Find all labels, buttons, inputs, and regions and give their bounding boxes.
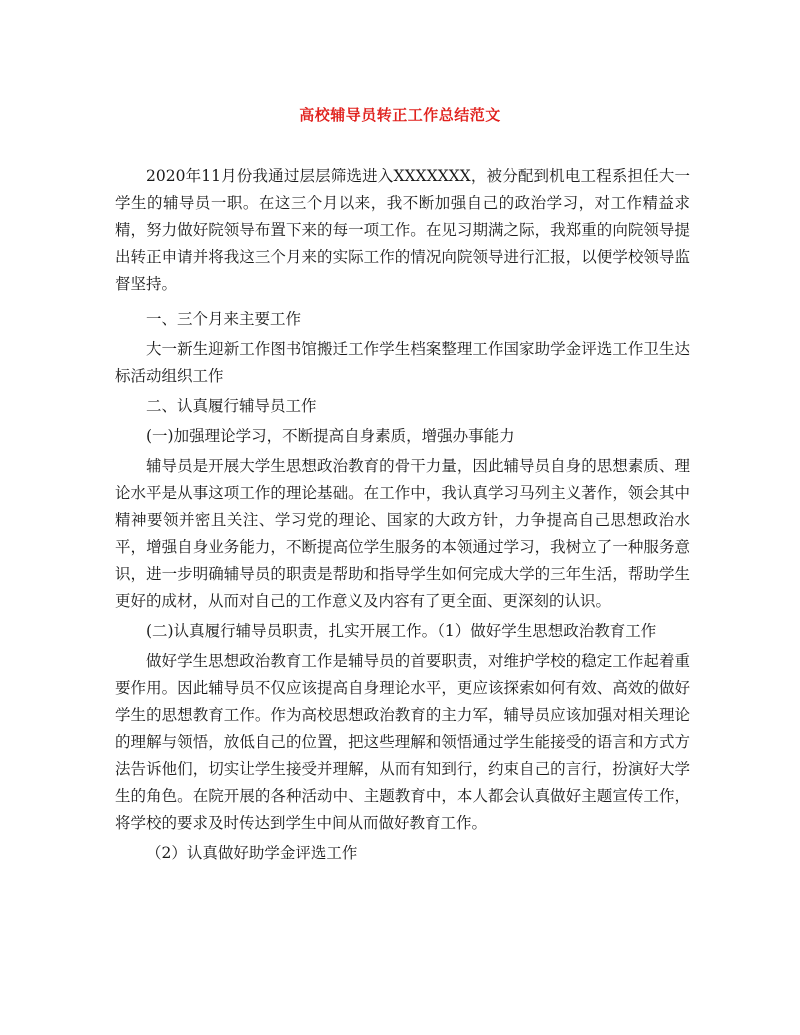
paragraph-political-education: 做好学生思想政治教育工作是辅导员的首要职责，对维护学校的稳定工作起着重要作用。因此辅导员不仅应该提高自身理论水平，更应该探索如何有效、高效的做好学生的思想教育工作。作为高校思想政治教育的主力军，辅导员应该加强对相关理论的理解与领悟，放低自己的位置，把这些理解和领悟通过学生能接受的语言和方式方法告诉他们，切实让学生接受并理解，从而有知到行，约束自己的言行，扮演好大学生的角色。在院开展的各种活动中、主题教育中，本人都会认真做好主题宣传工作，将学校的要求及时传达到学生中间从而做好教育工作。 — [115, 652, 690, 832]
subheading-duties: (二)认真履行辅导员职责，扎实开展工作。（1）做好学生思想政治教育工作 — [146, 622, 657, 640]
document-title: 高校辅导员转正工作总结范文 — [299, 106, 501, 124]
subheading-theory-study: (一)加强理论学习，不断提高自身素质，增强办事能力 — [146, 427, 515, 445]
paragraph-main-work-list: 大一新生迎新工作图书馆搬迁工作学生档案整理工作国家助学金评选工作卫生达标活动组织工作 — [115, 340, 690, 385]
subheading-grant-selection: （2）认真做好助学金评选工作 — [146, 844, 358, 862]
paragraph-theory-study: 辅导员是开展大学生思想政治教育的骨干力量，因此辅导员自身的思想素质、理论水平是从事这项工作的理论基础。在工作中，我认真学习马列主义著作，领会其中精神要领并密且关注、学习党的理论、国家的大政方针，力争提高自己思想政治水平，增强自身业务能力，不断提高位学生服务的本领通过学习，我树立了一种服务意识，进一步明确辅导员的职责是帮助和指导学生如何完成大学的三年生活，帮助学生更好的成材，从而对自己的工作意义及内容有了更全面、更深刻的认识。 — [115, 457, 690, 610]
heading-section-2: 二、认真履行辅导员工作 — [146, 397, 317, 415]
paragraph-intro: 2020年11月份我通过层层筛选进入XXXXXXX，被分配到机电工程系担任大一学生的辅导员一职。在这三个月以来，我不断加强自己的政治学习，对工作精益求精，努力做好院领导布置下来的每一项工作。在见习期满之际，我郑重的向院领导提出转正申请并将我这三个月来的实际工作的情况向院领导进行汇报，以便学校领导监督坚持。 — [115, 167, 690, 293]
heading-section-1: 一、三个月来主要工作 — [146, 310, 302, 328]
document-body — [115, 163, 690, 867]
